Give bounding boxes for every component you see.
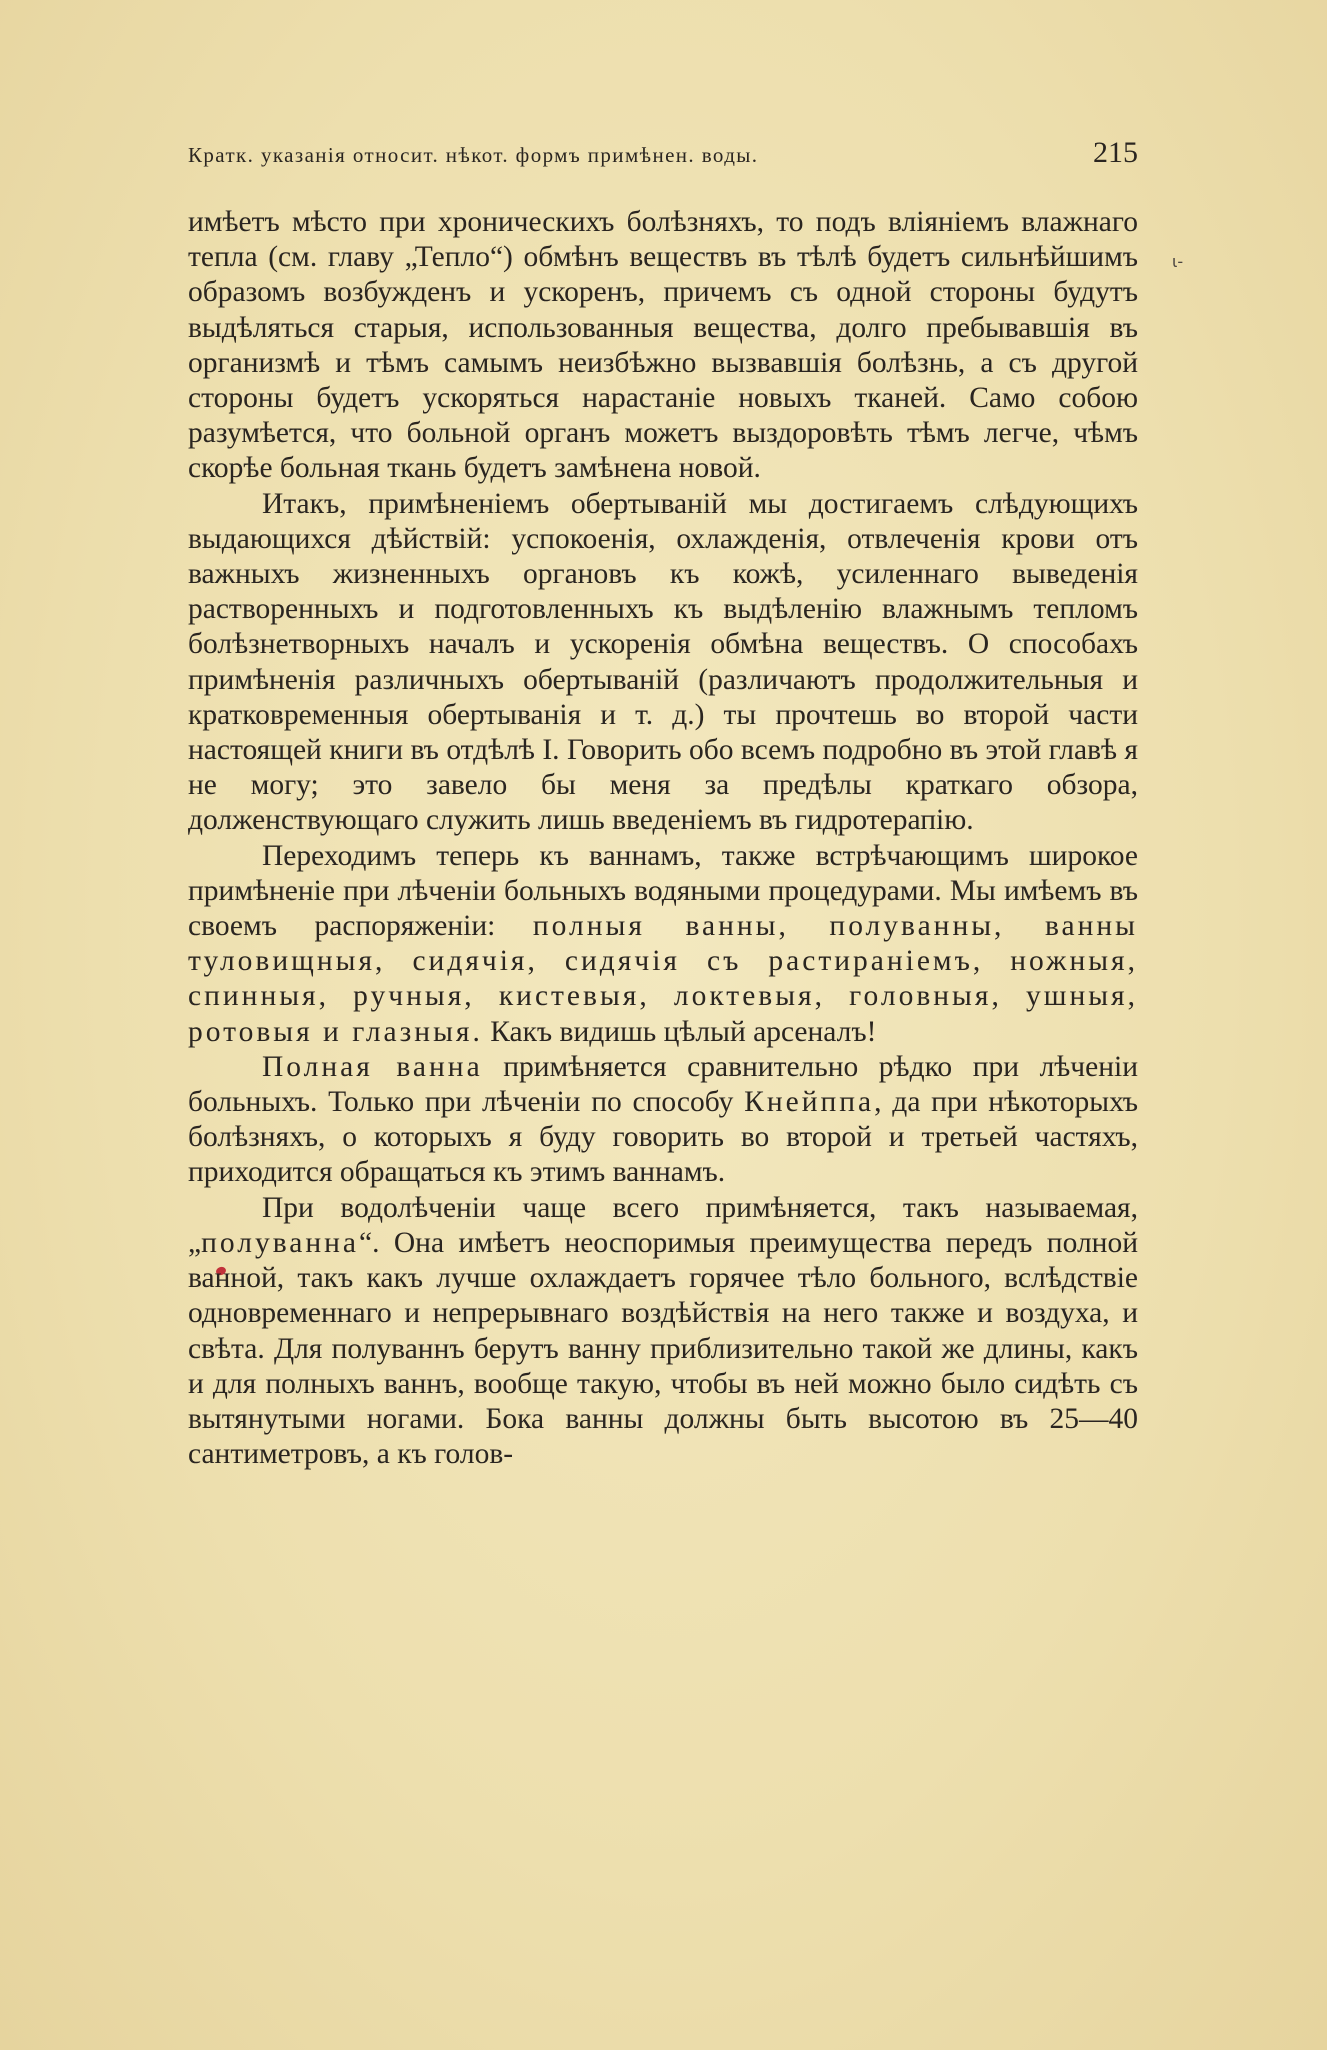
paragraph — [188, 839, 1138, 1050]
paragraph-text: Переходимъ теперь къ ваннамъ, также встрѣчающимъ широкое примѣненіе при лѣченіи больныхъ водяными процедурами. Мы имѣемъ въ своемъ распоряженіи: — [188, 839, 1138, 943]
spaced-emphasis-text: полныя ванны, полуванны, ванны туловищныя, сидячія, сидячія съ растираніемъ, ножныя, спинныя, ручныя, кистевыя, локтевыя, головныя, ушныя, ротовыя и глазныя. — [188, 910, 1138, 1048]
spaced-emphasis-text: Полная ванна — [262, 1050, 483, 1083]
paragraph-text: Итакъ, примѣненіемъ обертываній мы достигаемъ слѣдующихъ выдающихся дѣйствій: успокоенія, охлажденія, отвлеченія крови отъ важныхъ жизненныхъ органовъ къ кожѣ, усиленнаго выведенія растворенныхъ и подготовленныхъ къ выдѣленію влажнымъ тепломъ болѣзнетворныхъ началъ и ускоренія обмѣна веществъ. О способахъ примѣненія различныхъ обертываній (различаютъ продолжительныя и кратковременныя обертыванія и т. д.) ты прочтешь во второй части настоящей книги въ отдѣлѣ I. Говорить обо всемъ подробно въ этой главѣ я не могу; это завело бы меня за предѣлы краткаго обзора, долженствующаго служить лишь введеніемъ въ гидротерапію. — [188, 487, 1138, 837]
margin-pencil-mark: ι‑ — [1172, 252, 1184, 271]
running-title: Кратк. указанія относит. нѣкот. формъ примѣнен. воды. — [188, 143, 759, 167]
spaced-emphasis-text: полуванна — [201, 1226, 360, 1259]
paragraph — [188, 487, 1138, 839]
paragraph — [188, 1050, 1138, 1191]
paragraph — [188, 1191, 1138, 1473]
page-number: 215 — [1093, 136, 1138, 169]
paragraph-text: , да при нѣкоторыхъ болѣзняхъ, о которыхъ я буду говорить во второй и третьей частяхъ, приходится обращаться къ этимъ ваннамъ. — [188, 1086, 1138, 1189]
paragraph — [188, 205, 1138, 487]
running-head — [188, 136, 1138, 176]
paragraph-text: примѣняется сравнительно рѣдко при лѣченіи больныхъ. Только при лѣченіи по способу — [188, 1050, 1139, 1119]
paragraph-text: имѣетъ мѣсто при хроническихъ болѣзняхъ, то подъ вліяніемъ влажнаго тепла (см. главу „Тепло“) обмѣнъ веществъ въ тѣлѣ будетъ сильнѣйшимъ образомъ возбужденъ и ускоренъ, причемъ съ одной стороны будутъ выдѣляться старыя, использованныя вещества, долго пребывавшія въ организмѣ и тѣмъ самымъ неизбѣжно вызвавшія болѣзнь, а съ другой стороны будетъ ускоряться нарастаніе новыхъ тканей. Само собою разумѣется, что больной органъ можетъ выздоровѣть тѣмъ легче, чѣмъ скорѣе больная ткань будетъ замѣнена новой. — [188, 206, 1138, 485]
paragraph-text: “. Она имѣетъ неоспоримыя преимущества передъ полной ванной, такъ какъ лучше охлаждаетъ горячее тѣло больного, вслѣдствіе одновременнаго и непрерывнаго воздѣйствія на него также и воздуха, и свѣта. Для полуваннъ берутъ ванну приблизительно такой же длины, какъ и для полныхъ ваннъ, вообще такую, чтобы въ ней можно было сидѣть съ вытянутыми ногами. Бока ванны должны быть высотою въ 25—40 сантиметровъ, а къ голов- — [188, 1226, 1138, 1471]
spaced-emphasis-text: Кнейппа — [744, 1086, 875, 1119]
body-text — [188, 205, 1138, 1472]
paragraph-text: Какъ видишь цѣлый арсеналъ! — [482, 1015, 877, 1048]
paragraph-text: При водолѣченіи чаще всего примѣняется, такъ называемая, „ — [188, 1191, 1138, 1259]
